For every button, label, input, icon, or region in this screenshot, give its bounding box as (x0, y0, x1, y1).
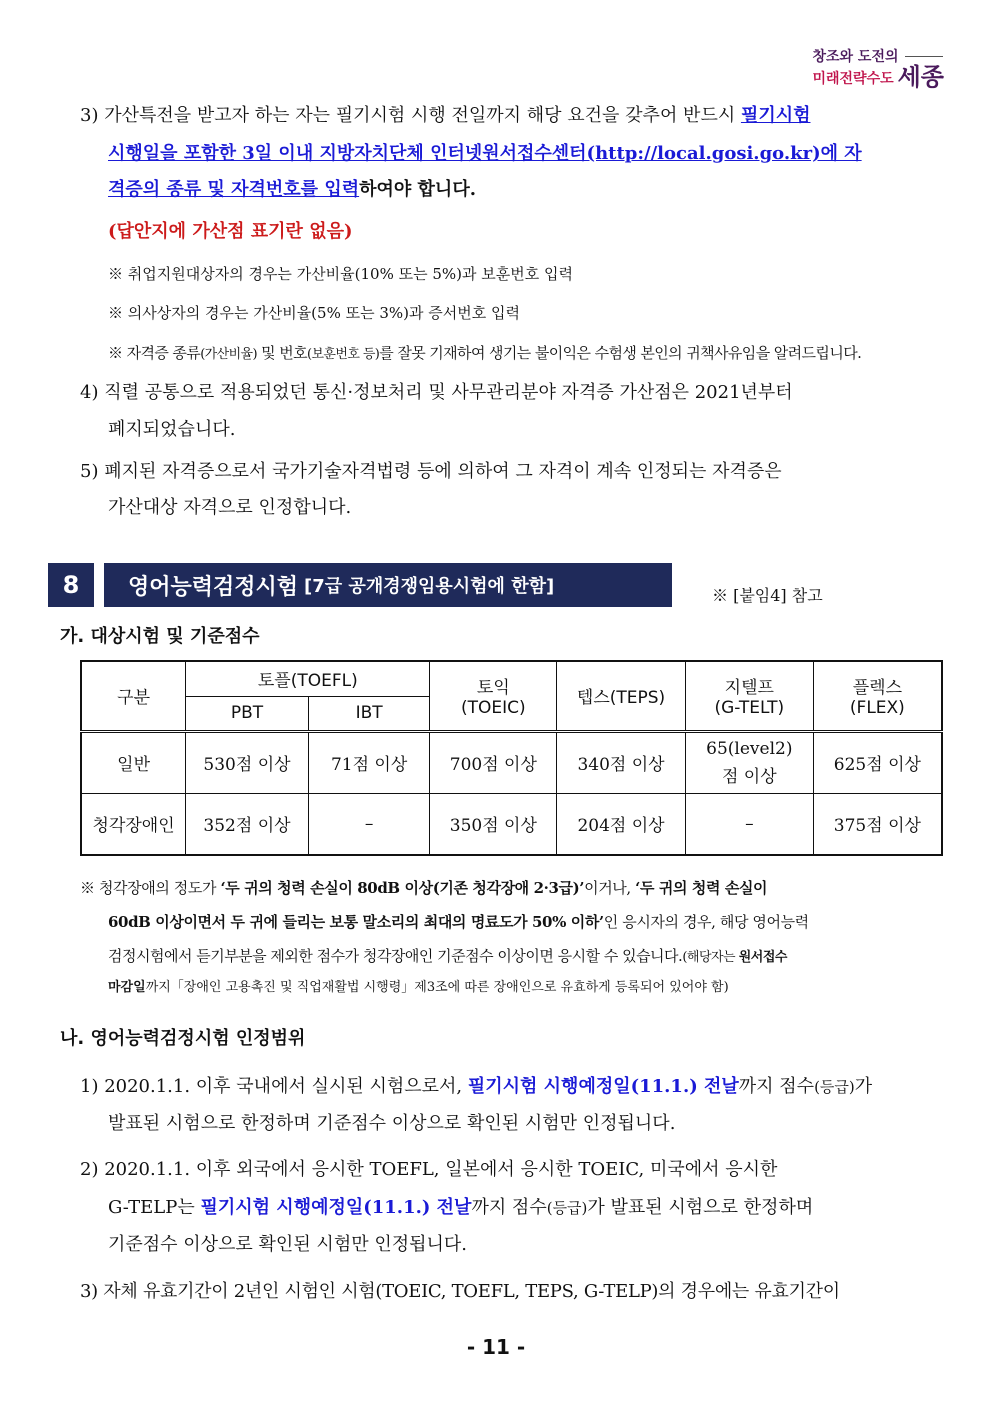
item-4-line1: 4) 직렬 공통으로 적용되었던 통신·정보처리 및 사무관리분야 자격증 가산점은 2021년부터 (80, 382, 793, 403)
header-pbt: PBT (186, 696, 309, 731)
range-2-line3: 기준점수 이상으로 확인된 시험만 인정됩니다. (108, 1234, 467, 1255)
hearing-note-4: 마감일까지「장애인 고용촉진 및 직업재활법 시행령」제3조에 따른 장애인으로 유효하게 등록되어 있어야 함) (108, 980, 729, 995)
section-number: 8 (48, 563, 94, 607)
header-gtelt: 지텔프 (G-TELT) (685, 661, 813, 731)
hearing-note-2: 60dB 이상이면서 두 귀에 들리는 보통 말소리의 최대의 명료도가 50% 이하’인 응시자의 경우, 해당 영어능력 (108, 913, 809, 931)
note-3: ※ 자격증 종류(가산비율) 및 번호(보훈번호 등)를 잘못 기재하여 생기는 불이익은 수험생 본인의 귀책사유임을 알려드립니다. (108, 344, 862, 362)
cell-gtelt: – (685, 793, 813, 855)
cell-pbt: 530점 이상 (186, 731, 309, 793)
item-3-line3: 격증의 종류 및 자격번호를 입력하여야 합니다. (108, 179, 476, 200)
table-row (81, 731, 942, 793)
item-5-line2: 가산대상 자격으로 인정합니다. (108, 497, 352, 518)
range-1-line2: 발표된 시험으로 한정하며 기준점수 이상으로 확인된 시험만 인정됩니다. (108, 1113, 676, 1134)
range-2-line2: G-TELP는 필기시험 시행예정일(11.1.) 전날까지 점수(등급)가 발표된 시험으로 한정하며 (108, 1197, 814, 1218)
header-toefl: 토플(TOEFL) (186, 661, 430, 696)
note-1: ※ 취업지원대상자의 경우는 가산비율(10% 또는 5%)과 보훈번호 입력 (108, 265, 573, 283)
city-logo (812, 46, 944, 91)
header-toeic: 토익 (TOEIC) (430, 661, 557, 731)
table-row (81, 793, 942, 855)
range-1-line1: 1) 2020.1.1. 이후 국내에서 실시된 시험으로서, 필기시험 시행예정일(11.1.) 전날까지 점수(등급)가 (80, 1076, 873, 1097)
cell-gtelt: 65(level2) 점 이상 (685, 731, 813, 793)
item-5-line1: 5) 폐지된 자격증으로서 국가기술자격법령 등에 의하여 그 자격이 계속 인정되는 자격증은 (80, 461, 782, 482)
section-title: 영어능력검정시험 [7급 공개경쟁임용시험에 한함] (104, 563, 672, 607)
cell-pbt: 352점 이상 (186, 793, 309, 855)
row-label: 청각장애인 (81, 793, 186, 855)
note-2: ※ 의사상자의 경우는 가산비율(5% 또는 3%)과 증서번호 입력 (108, 304, 520, 322)
logo-line2a: 미래전략수도 (812, 71, 894, 87)
header-flex: 플렉스 (FLEX) (813, 661, 942, 731)
cell-toeic: 700점 이상 (430, 731, 557, 793)
logo-line2b: 세종 (897, 63, 944, 91)
hearing-note-1: ※ 청각장애의 정도가 ‘두 귀의 청력 손실이 80dB 이상(기존 청각장애 2·3급)’이거나, ‘두 귀의 청력 손실이 (80, 879, 768, 897)
item-3-line1: 3) 가산특전을 받고자 하는 자는 필기시험 시행 전일까지 해당 요건을 갖추어 반드시 필기시험 (80, 105, 811, 126)
range-2-line1: 2) 2020.1.1. 이후 외국에서 응시한 TOEFL, 일본에서 응시한 TOEIC, 미국에서 응시한 (80, 1159, 778, 1180)
cell-toeic: 350점 이상 (430, 793, 557, 855)
header-ibt: IBT (308, 696, 430, 731)
cell-ibt: – (308, 793, 430, 855)
section-reference: ※ [붙임4] 참고 (712, 586, 823, 605)
hearing-note-3: 검정시험에서 듣기부분을 제외한 점수가 청각장애인 기준점수 이상이면 응시할 수 있습니다.(해당자는 원서접수 (108, 947, 787, 965)
row-label: 일반 (81, 731, 186, 793)
score-table (80, 660, 943, 856)
item-3-line2: 시행일을 포함한 3일 이내 지방자치단체 인터넷원서접수센터(http://local.gosi.go.kr)에 자 (108, 143, 862, 164)
cell-teps: 204점 이상 (557, 793, 686, 855)
cell-flex: 625점 이상 (813, 731, 942, 793)
subheading-a: 가. 대상시험 및 기준점수 (60, 626, 260, 647)
page-number: - 11 - (466, 1335, 526, 1359)
cell-flex: 375점 이상 (813, 793, 942, 855)
cell-ibt: 71점 이상 (308, 731, 430, 793)
item-3-note-red: (답안지에 가산점 표기란 없음) (108, 221, 353, 242)
header-gubun: 구분 (81, 661, 186, 731)
header-teps: 텝스(TEPS) (557, 661, 686, 731)
range-3-line1: 3) 자체 유효기간이 2년인 시험인 시험(TOEIC, TOEFL, TEPS, G-TELP)의 경우에는 유효기간이 (80, 1281, 840, 1302)
logo-line1: 창조와 도전의 (812, 49, 899, 65)
cell-teps: 340점 이상 (557, 731, 686, 793)
subheading-b: 나. 영어능력검정시험 인정범위 (60, 1028, 306, 1049)
item-4-line2: 폐지되었습니다. (108, 419, 236, 440)
